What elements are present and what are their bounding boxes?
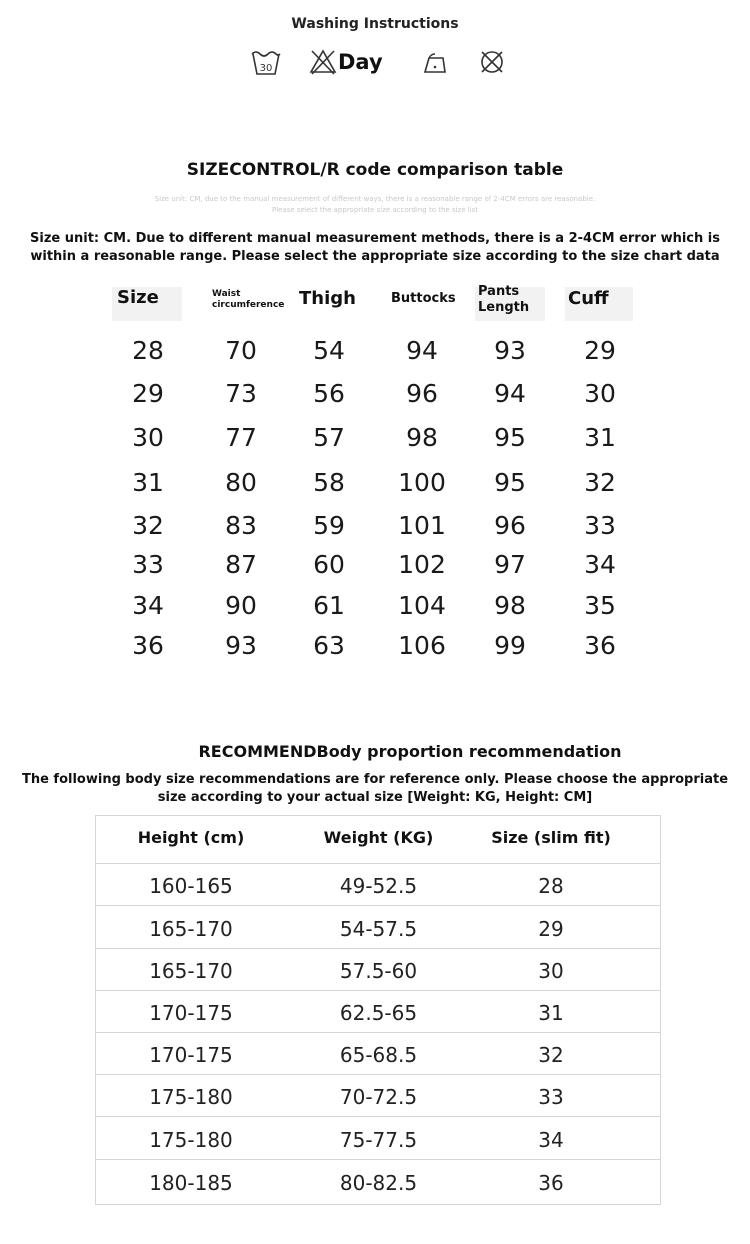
cell-height: 170-175 bbox=[149, 1001, 233, 1025]
table-row bbox=[0, 376, 750, 412]
header-cuff: Cuff bbox=[568, 288, 609, 309]
cell-buttocks: 101 bbox=[398, 511, 446, 540]
cell-weight: 49-52.5 bbox=[339, 874, 418, 898]
table-row bbox=[0, 547, 750, 583]
cell-pants-length: 99 bbox=[494, 631, 526, 660]
cell-size: 34 bbox=[538, 1128, 564, 1152]
table-row bbox=[0, 420, 750, 456]
cell-height: 165-170 bbox=[149, 959, 233, 983]
cell-height: 175-180 bbox=[149, 1128, 233, 1152]
cell-thigh: 60 bbox=[313, 550, 345, 579]
cell-size: 36 bbox=[132, 631, 164, 660]
cell-size: 30 bbox=[132, 423, 164, 452]
cell-pants-length: 95 bbox=[494, 423, 526, 452]
recommendation-note: The following body size recommendations are for reference only. Please choose the appropriate size according to your actual size [Weight: KG, Height: CM] bbox=[21, 772, 729, 805]
cell-size: 28 bbox=[132, 336, 164, 365]
header-thigh: Thigh bbox=[299, 288, 356, 309]
cell-pants-length: 97 bbox=[494, 550, 526, 579]
cell-size: 33 bbox=[132, 550, 164, 579]
cell-cuff: 30 bbox=[584, 379, 616, 408]
cell-buttocks: 106 bbox=[398, 631, 446, 660]
iron-low-icon bbox=[421, 44, 449, 80]
cell-size: 32 bbox=[538, 1043, 564, 1067]
cell-cuff: 33 bbox=[584, 511, 616, 540]
cell-buttocks: 100 bbox=[398, 468, 446, 497]
table-row bbox=[96, 949, 660, 991]
cell-size: 30 bbox=[538, 959, 564, 983]
size-chart-note: Size unit: CM. Due to different manual measurement methods, there is a 2-4CM error which is within a reasonable range. Please select the appropriate size according to the size chart data bbox=[30, 231, 720, 264]
cell-cuff: 35 bbox=[584, 591, 616, 620]
washing-title: Washing Instructions bbox=[291, 16, 459, 32]
table-row bbox=[96, 1161, 660, 1203]
cell-cuff: 29 bbox=[584, 336, 616, 365]
cell-waist: 77 bbox=[225, 423, 257, 452]
header-size-slim-fit: Size (slim fit) bbox=[491, 828, 611, 847]
cell-size: 36 bbox=[538, 1171, 564, 1195]
day-label: Day bbox=[338, 50, 383, 74]
cell-buttocks: 104 bbox=[398, 591, 446, 620]
table-row bbox=[0, 508, 750, 544]
cell-weight: 80-82.5 bbox=[339, 1171, 418, 1195]
size-chart-faint-note: Size unit: CM, due to the manual measurement of different ways, there is a reasonable range of 2-4CM errors are reasonable. Please select the appropriate size according to the size list bbox=[154, 195, 596, 214]
cell-pants-length: 95 bbox=[494, 468, 526, 497]
cell-size: 29 bbox=[132, 379, 164, 408]
cell-thigh: 63 bbox=[313, 631, 345, 660]
table-row bbox=[96, 1118, 660, 1160]
header-pants-length: Pants Length bbox=[478, 284, 530, 316]
cell-buttocks: 98 bbox=[406, 423, 438, 452]
cell-size: 34 bbox=[132, 591, 164, 620]
cell-size: 31 bbox=[538, 1001, 564, 1025]
cell-waist: 73 bbox=[225, 379, 257, 408]
cell-size: 29 bbox=[538, 917, 564, 941]
cell-waist: 90 bbox=[225, 591, 257, 620]
cell-pants-length: 93 bbox=[494, 336, 526, 365]
header-size: Size bbox=[117, 287, 159, 308]
cell-thigh: 59 bbox=[313, 511, 345, 540]
table-row bbox=[0, 628, 750, 664]
cell-thigh: 61 bbox=[313, 591, 345, 620]
cell-pants-length: 96 bbox=[494, 511, 526, 540]
size-chart-title: SIZECONTROL/R code comparison table bbox=[186, 160, 564, 180]
cell-weight: 75-77.5 bbox=[339, 1128, 418, 1152]
cell-waist: 87 bbox=[225, 550, 257, 579]
table-row bbox=[0, 333, 750, 369]
recommendation-table bbox=[95, 815, 661, 1205]
cell-thigh: 56 bbox=[313, 379, 345, 408]
cell-height: 160-165 bbox=[149, 874, 233, 898]
header-weight: Weight (KG) bbox=[323, 828, 434, 847]
wash-30-icon bbox=[250, 44, 282, 80]
cell-weight: 57.5-60 bbox=[339, 959, 418, 983]
header-buttocks: Buttocks bbox=[391, 291, 456, 306]
cell-size: 31 bbox=[132, 468, 164, 497]
svg-text:30: 30 bbox=[259, 63, 273, 74]
table-row bbox=[96, 1033, 660, 1075]
cell-thigh: 58 bbox=[313, 468, 345, 497]
recommendation-title: RECOMMENDBody proportion recommendation bbox=[198, 742, 622, 761]
cell-pants-length: 98 bbox=[494, 591, 526, 620]
cell-cuff: 34 bbox=[584, 550, 616, 579]
header-height: Height (cm) bbox=[137, 828, 245, 847]
cell-height: 165-170 bbox=[149, 917, 233, 941]
washing-icons bbox=[0, 44, 750, 80]
cell-pants-length: 94 bbox=[494, 379, 526, 408]
cell-height: 175-180 bbox=[149, 1085, 233, 1109]
cell-size: 33 bbox=[538, 1085, 564, 1109]
cell-cuff: 36 bbox=[584, 631, 616, 660]
cell-waist: 83 bbox=[225, 511, 257, 540]
cell-waist: 93 bbox=[225, 631, 257, 660]
cell-weight: 65-68.5 bbox=[339, 1043, 418, 1067]
table-row bbox=[0, 588, 750, 624]
cell-height: 180-185 bbox=[149, 1171, 233, 1195]
do-not-tumble-dry-icon bbox=[478, 44, 506, 80]
cell-thigh: 54 bbox=[313, 336, 345, 365]
header-waist: Waist circumference bbox=[212, 289, 285, 311]
table-row bbox=[96, 991, 660, 1033]
recommendation-table-header bbox=[96, 816, 660, 864]
cell-cuff: 31 bbox=[584, 423, 616, 452]
cell-size: 32 bbox=[132, 511, 164, 540]
table-row bbox=[96, 1075, 660, 1117]
cell-height: 170-175 bbox=[149, 1043, 233, 1067]
table-row bbox=[0, 465, 750, 501]
cell-buttocks: 102 bbox=[398, 550, 446, 579]
cell-size: 28 bbox=[538, 874, 564, 898]
cell-weight: 70-72.5 bbox=[339, 1085, 418, 1109]
table-row bbox=[96, 864, 660, 906]
cell-thigh: 57 bbox=[313, 423, 345, 452]
cell-cuff: 32 bbox=[584, 468, 616, 497]
no-bleach-icon bbox=[309, 44, 383, 80]
cell-weight: 54-57.5 bbox=[339, 917, 418, 941]
cell-buttocks: 96 bbox=[406, 379, 438, 408]
cell-waist: 70 bbox=[225, 336, 257, 365]
cell-weight: 62.5-65 bbox=[339, 1001, 418, 1025]
cell-waist: 80 bbox=[225, 468, 257, 497]
table-row bbox=[96, 907, 660, 949]
cell-buttocks: 94 bbox=[406, 336, 438, 365]
